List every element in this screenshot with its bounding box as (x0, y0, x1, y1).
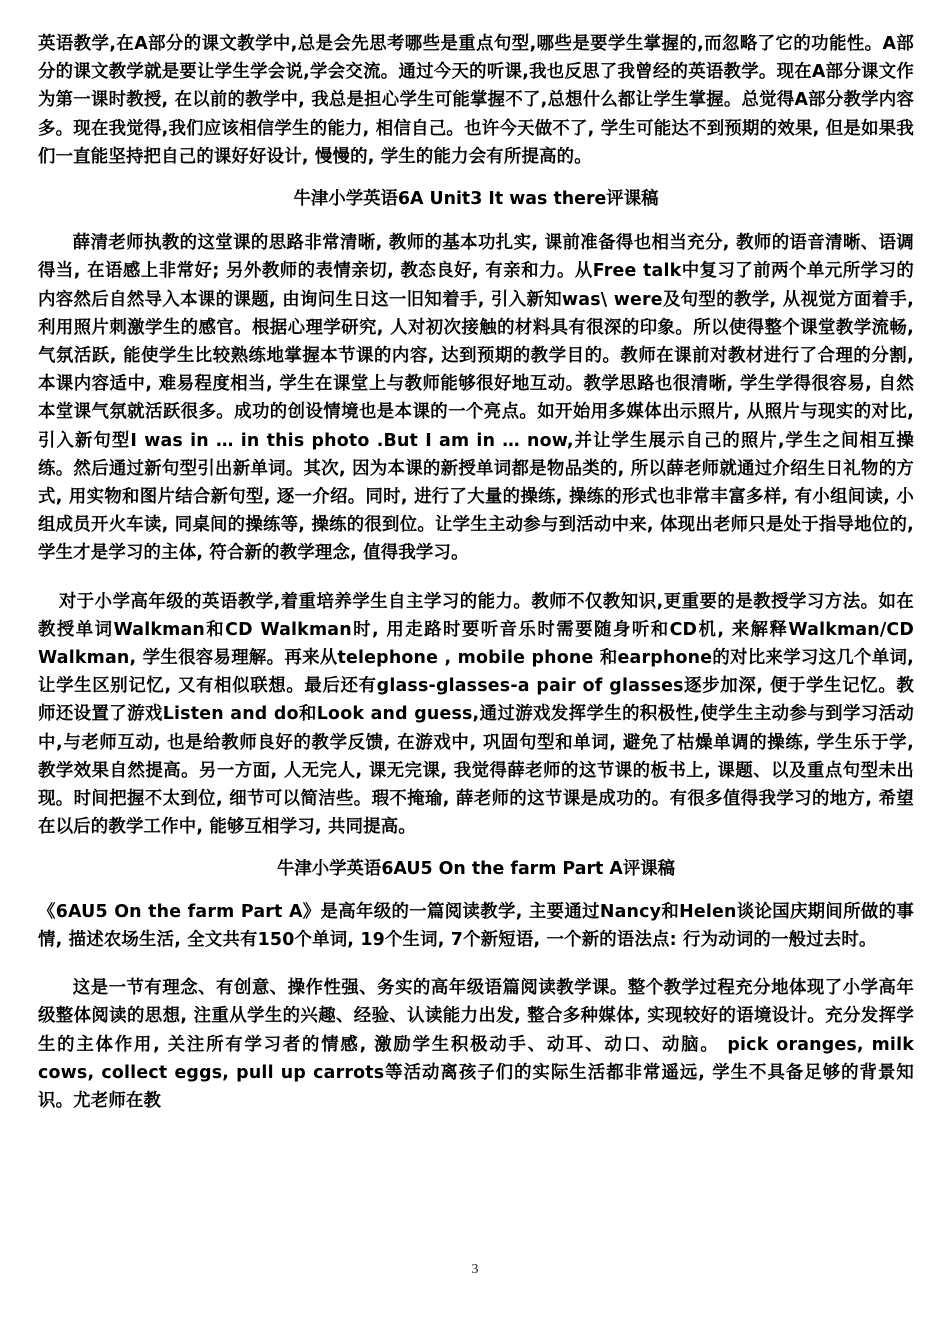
paragraph-gap (38, 884, 914, 898)
paragraph-gap (38, 568, 914, 588)
paragraph-gap (38, 171, 914, 185)
document-page (38, 30, 914, 1115)
section-heading-unit5: 牛津小学英语6AU5 On the farm Part A评课稿 (276, 859, 676, 880)
paragraph-unit3-methods: 对于小学高年级的英语教学,着重培养学生自主学习的能力。教师不仅教知识,更重要的是教授学习方法。如在教授单词Walkman和CD Walkman时, 用走路时要听音乐时需要随身听和CD机, 来解释Walkman/CD Walkman, 学生很容易理解。再来从telephone , mobile phone 和earphone的对比来学习这几个单词, 让学生区别记忆, 又有相似联想。最后还有glass-glasses-a pair of glasses逐步加深, 便于学生记忆。教师还设置了游戏Listen and do和Look and guess,通过游戏发挥学生的积极性,使学生主动参与到学习活动中,与老师互动, 也是给教师良好的教学反馈, 在游戏中, 巩固句型和单词, 避免了枯燥单调的操练, 学生乐于学, 教学效果自然提高。另一方面, 人无完人, 课无完课, 我觉得薛老师的这节课的板书上, 课题、以及重点句型未出现。时间把握不太到位, 细节可以简洁些。瑕不掩瑜, 薛老师的这节课是成功的。有很多值得我学习的地方, 希望在以后的教学工作中, 能够互相学习, 共同提高。 (38, 591, 914, 838)
paragraph-gap (38, 213, 914, 229)
paragraph-gap (38, 841, 914, 855)
paragraph-unit5-intro: 《6AU5 On the farm Part A》是高年级的一篇阅读教学, 主要通过Nancy和Helen谈论国庆期间所做的事情, 描述农场生活, 全文共有150个单词, 19个生词, 7个新短语, 一个新的语法点: 行为动词的一般过去时。 (38, 901, 914, 950)
paragraph-gap (38, 954, 914, 974)
page-number: 3 (471, 1262, 479, 1277)
paragraph-reflection: 英语教学,在A部分的课文教学中,总是会先思考哪些是重点句型,哪些是要学生掌握的,而忽略了它的功能性。A部分的课文教学就是要让学生学会说,学会交流。通过今天的听课,我也反思了我曾经的英语教学。现在A部分课文作为第一课时教授, 在以前的教学中, 我总是担心学生可能掌握不了,总想什么都让学生掌握。总觉得A部分教学内容多。现在我觉得,我们应该相信学生的能力, 相信自己。也许今天做不了, 学生可能达不到预期的效果, 但是如果我们一直能坚持把自己的课好好设计, 慢慢的, 学生的能力会有所提高的。 (38, 34, 914, 167)
paragraph-unit5-review: 这是一节有理念、有创意、操作性强、务实的高年级语篇阅读教学课。整个教学过程充分地体现了小学高年级整体阅读的思想, 注重从学生的兴趣、经验、认读能力出发, 整合多种媒体, 实现较好的语境设计。充分发挥学生的主体作用, 关注所有学习者的情感, 激励学生积极动手、动耳、动口、动脑。 pick oranges, milk cows, collect eggs, pull up carrots等活动离孩子们的实际生活都非常遥远, 学生不具备足够的背景知识。尤老师在教 (38, 978, 914, 1111)
paragraph-unit3-review: 薛清老师执教的这堂课的思路非常清晰, 教师的基本功扎实, 课前准备得也相当充分, 教师的语音清晰、语调得当, 在语感上非常好; 另外教师的表情亲切, 教态良好, 有亲和力。从Free talk中复习了前两个单元所学习的内容然后自然导入本课的课题, 由询问生日这一旧知着手, 引入新知was\ were及句型的教学, 从视觉方面着手, 利用照片刺激学生的感官。根据心理学研究, 人对初次接触的材料具有很深的印象。所以使得整个课堂教学流畅, 气氛活跃, 能使学生比较熟练地掌握本节课的内容, 达到预期的教学目的。教师在课前对教材进行了合理的分割, 本课内容适中, 难易程度相当, 学生在课堂上与教师能够很好地互动。教学思路也很清晰, 学生学得很容易, 自然本堂课气氛就活跃很多。成功的创设情境也是本课的一个亮点。如开始用多媒体出示照片, 从照片与现实的对比, 引入新句型I was in … in this photo .But I am in … now,并让学生展示自己的照片,学生之间相互操练。然后通过新句型引出新单词。其次, 因为本课的新授单词都是物品类的, 所以薛老师就通过介绍生日礼物的方式, 用实物和图片结合新句型, 逐一介绍。同时, 进行了大量的操练, 操练的形式也非常丰富多样, 有小组间读, 小组成员开火车读, 同桌间的操练等, 操练的很到位。让学生主动参与到活动中来, 体现出老师只是处于指导地位的, 学生才是学习的主体, 符合新的教学理念, 值得我学习。 (38, 233, 914, 564)
section-heading-unit3: 牛津小学英语6A Unit3 It was there评课稿 (293, 189, 659, 210)
